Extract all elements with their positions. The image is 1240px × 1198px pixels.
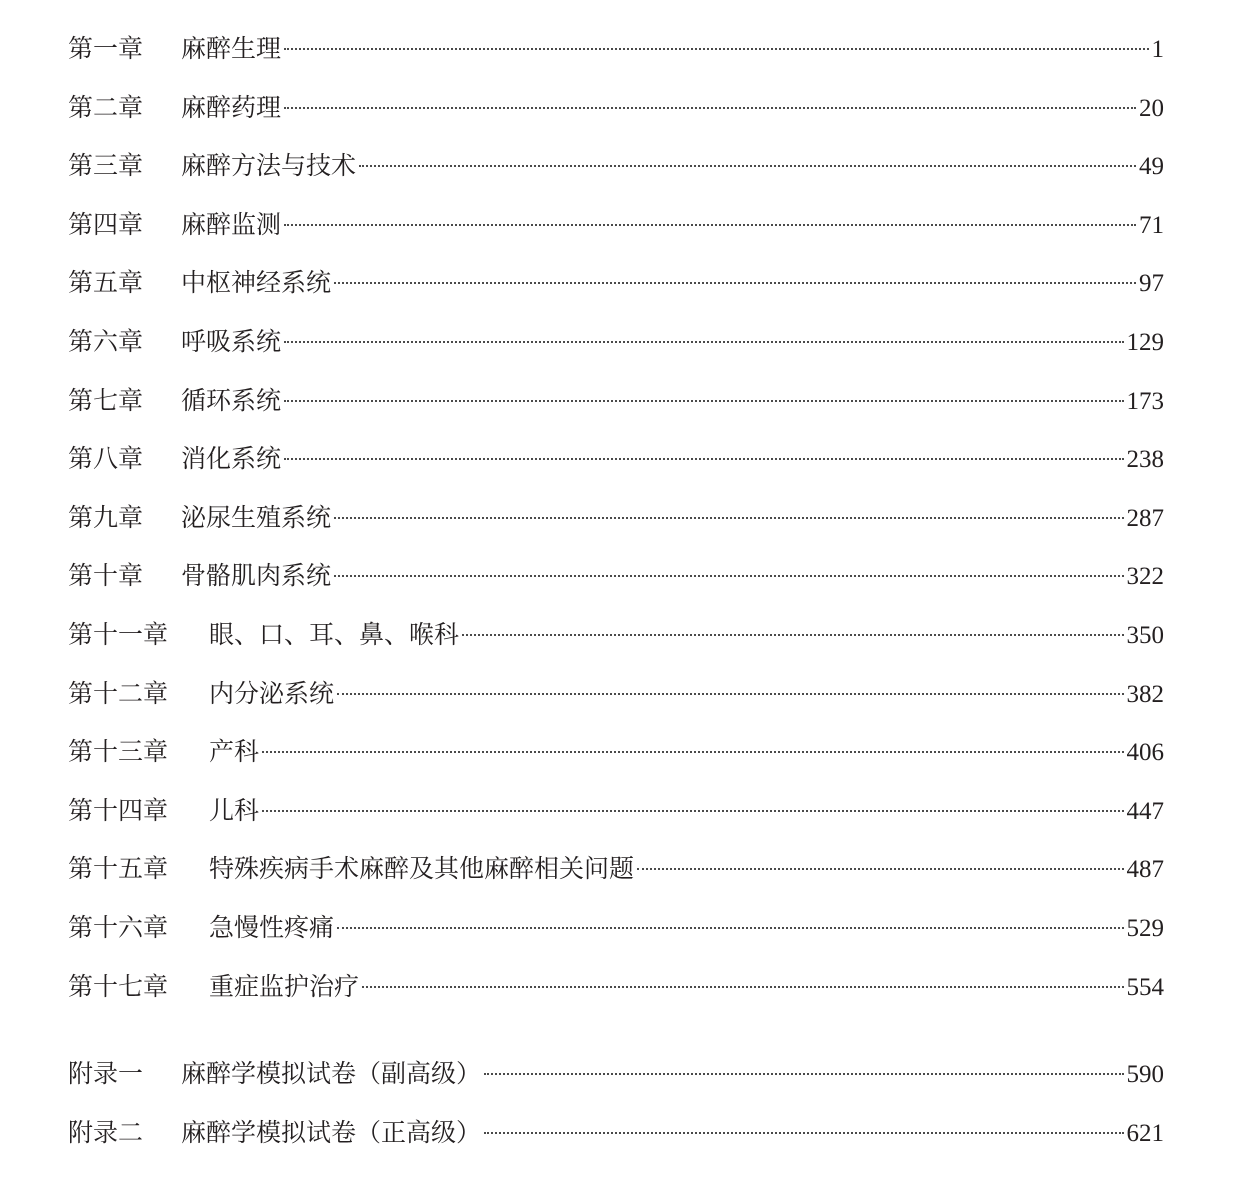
toc-entry-chapter-3[interactable] [68,137,1164,196]
dot-leader [462,634,1123,636]
toc-entry-chapter-14[interactable] [68,782,1164,841]
page-number: 382 [1126,680,1164,708]
table-of-contents [68,20,1164,1162]
appendix-title: 麻醉学模拟试卷（正高级） [181,1117,482,1147]
chapter-label: 第十五章 [68,854,169,884]
chapter-title: 消化系统 [181,444,282,474]
chapter-title: 特殊疾病手术麻醉及其他麻醉相关问题 [209,854,635,884]
page-number: 406 [1126,739,1164,767]
chapter-label: 第二章 [68,92,144,122]
toc-entry-chapter-9[interactable] [68,489,1164,548]
page-number: 238 [1126,446,1164,474]
chapter-title: 产科 [209,737,260,767]
chapter-title: 儿科 [209,795,260,825]
page-number: 350 [1126,621,1164,649]
dot-leader [337,693,1123,695]
toc-entry-chapter-2[interactable] [68,79,1164,138]
page-number: 129 [1126,328,1164,356]
toc-entry-chapter-5[interactable] [68,254,1164,313]
chapter-label: 第六章 [68,326,144,356]
chapter-label: 第三章 [68,151,144,181]
dot-leader [262,810,1123,812]
toc-entry-chapter-1[interactable] [68,20,1164,79]
toc-entry-chapter-13[interactable] [68,723,1164,782]
chapter-label: 第十章 [68,561,144,591]
dot-leader [334,282,1136,284]
chapter-title: 泌尿生殖系统 [181,502,332,532]
chapter-title: 骨骼肌肉系统 [181,561,332,591]
toc-entry-chapter-4[interactable] [68,196,1164,255]
chapter-title: 循环系统 [181,385,282,415]
toc-entry-chapter-6[interactable] [68,313,1164,372]
toc-entry-chapter-11[interactable] [68,606,1164,665]
chapter-title: 急慢性疼痛 [209,912,335,942]
chapter-label: 第十三章 [68,737,169,767]
chapter-label: 第十六章 [68,912,169,942]
dot-leader [334,575,1123,577]
chapter-label: 第四章 [68,209,144,239]
dot-leader [334,517,1123,519]
chapter-title: 麻醉生理 [181,34,282,63]
dot-leader [284,224,1136,226]
toc-entry-chapter-17[interactable] [68,958,1164,1017]
dot-leader [284,458,1123,460]
page-number: 97 [1139,270,1164,298]
toc-entry-appendix-1[interactable] [68,1045,1164,1104]
appendix-title: 麻醉学模拟试卷（副高级） [181,1059,482,1089]
appendix-label: 附录二 [68,1117,144,1147]
dot-leader [262,751,1123,753]
page-number: 287 [1126,504,1164,532]
page-number: 322 [1126,563,1164,591]
dot-leader [637,868,1123,870]
toc-entry-chapter-10[interactable] [68,547,1164,606]
chapter-title: 眼、口、耳、鼻、喉科 [209,619,460,649]
page-number: 554 [1126,973,1164,1001]
chapter-title: 呼吸系统 [181,326,282,356]
dot-leader [484,1132,1123,1134]
chapter-title: 麻醉监测 [181,209,282,239]
dot-leader [337,927,1123,929]
chapter-label: 第十一章 [68,619,169,649]
toc-entry-chapter-8[interactable] [68,430,1164,489]
dot-leader [284,107,1136,109]
toc-entry-appendix-2[interactable] [68,1104,1164,1163]
chapter-title: 麻醉药理 [181,92,282,122]
appendix-label: 附录一 [68,1059,144,1089]
toc-entry-chapter-15[interactable] [68,840,1164,899]
dot-leader [284,341,1123,343]
dot-leader [359,165,1136,167]
dot-leader [284,400,1123,402]
chapter-label: 第五章 [68,268,144,298]
chapter-title: 重症监护治疗 [209,971,360,1001]
chapter-label: 第十二章 [68,678,169,708]
chapter-label: 第十四章 [68,795,169,825]
page-number: 71 [1139,211,1164,239]
dot-leader [362,986,1123,988]
page-number: 447 [1126,797,1164,825]
page-number: 529 [1126,914,1164,942]
chapter-title: 麻醉方法与技术 [181,151,357,181]
page-number: 20 [1139,94,1164,122]
chapter-label: 第八章 [68,444,144,474]
toc-entry-chapter-7[interactable] [68,372,1164,431]
page-number: 487 [1126,856,1164,884]
chapter-label: 第一章 [68,34,144,63]
page-number: 621 [1126,1119,1164,1147]
toc-entry-chapter-12[interactable] [68,665,1164,724]
dot-leader [484,1073,1123,1075]
chapter-label: 第七章 [68,385,144,415]
chapter-label: 第十七章 [68,971,169,1001]
chapter-title: 中枢神经系统 [181,268,332,298]
page-number: 590 [1126,1061,1164,1089]
page-number: 49 [1139,153,1164,181]
dot-leader [284,48,1148,50]
chapter-label: 第九章 [68,502,144,532]
toc-entry-chapter-16[interactable] [68,899,1164,958]
page-number: 1 [1151,36,1164,63]
page-number: 173 [1126,387,1164,415]
chapter-title: 内分泌系统 [209,678,335,708]
